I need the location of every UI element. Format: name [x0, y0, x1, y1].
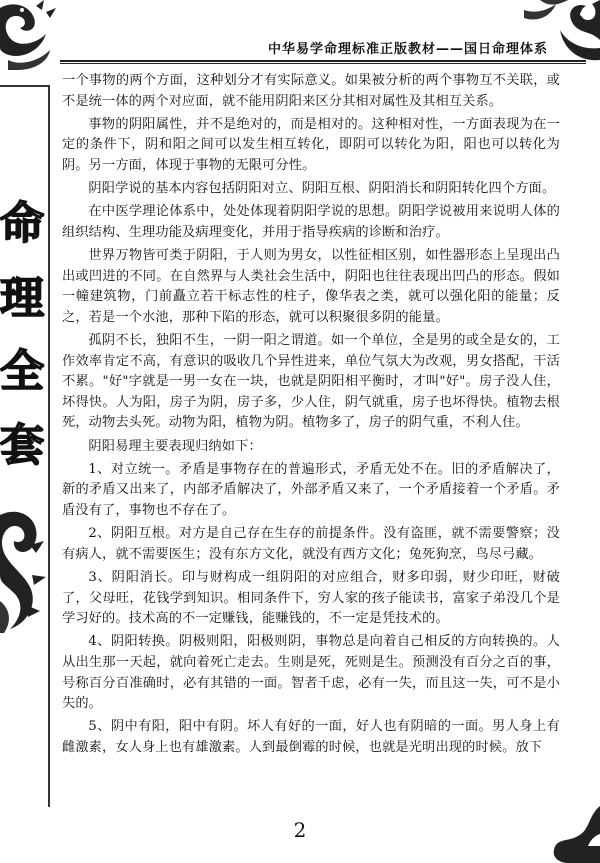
side-title-char: 理: [0, 273, 44, 324]
paragraph: 一个事物的两个方面，这种划分才有实际意义。如果被分析的两个事物互不关联，或不是统一体的两个对应面，就不能用阴阳来区分其相对属性及其相互关系。: [62, 73, 560, 109]
list-item-paragraph: 4、阴阳转换。阴极则阳，阳极则阴，事物总是向着自己相反的方向转换的。人从出生那一天起，就向着死亡走去。生则是死，死则是生。预测没有百分之百的事，号称百分百准确时，必有其错的一面。智者千虑，必有一失，而且这一失，可不是小失的。: [62, 634, 560, 712]
header-rule-thin: [60, 63, 586, 64]
body-text: [62, 71, 560, 761]
running-header-title: 中华易学命理标准正版教材——国日命理体系: [267, 42, 548, 57]
dragon-side-ornament: [0, 505, 48, 635]
list-item-paragraph: 3、阴阳消长。印与财构成一组阴阳的对应组合，财多印弱，财少印旺，财破了，父母旺，花钱学到知识。相同条件下，穷人家的孩子能读书，富家子弟没几个是学习好的。技术高的不一定赚钱，能赚钱的，不一定是凭技术的。: [62, 570, 560, 627]
dragon-corner-ornament-top-left: [0, 0, 62, 70]
header-rule: [60, 60, 586, 62]
paragraph: 阴阳学说的基本内容包括阴阳对立、阴阳互根、阴阳消长和阴阳转化四个方面。: [88, 181, 556, 197]
paragraph: 事物的阴阳属性，并不是绝对的，而是相对的。这种相对性，一方面表现为在一定的条件下，阴和阳之间可以发生相互转化，即阴可以转化为阳，阳也可以转化为阴。另一方面，体现于事物的无限可分性。: [62, 116, 560, 173]
side-title-char: 全: [0, 346, 44, 397]
page-number: 2: [293, 818, 307, 842]
paragraph: 在中医学理论体系中，处处体现着阴阳学说的思想。阴阳学说被用来说明人体的组织结构、生理功能及病理变化，并用于指导疾病的诊断和治疗。: [62, 204, 560, 240]
side-title-char: 命: [0, 198, 44, 249]
paragraph: 世界万物皆可类于阴阳，于人则为男女，以性征相区别，如性器形态上呈现出凸出或凹进的不同。在自然界与人类社会生活中，阴阳也往往表现出凹凸的形态。假如一幢建筑物，门前矗立若干标志性的柱子，像华表之类，就可以强化阳的能量；反之，若是一个水池，那种下陷的形态，就可以积聚很多阴的能量。: [62, 248, 560, 325]
side-title-band: [0, 85, 50, 807]
paragraph: 阴阳易理主要表现归纳如下：: [88, 438, 262, 454]
paragraph: 孤阴不长，独阳不生，一阴一阳之谓道。如一个单位，全是男的或全是女的，工作效率肯定不高，有意识的吸收几个异性进来，单位气氛大为改观，男女搭配，干活不累。"好"字就是一男一女在一块，也就是阴阳相平衡时，才叫"好"。房子没人住，坏得快。人为阳，房子为阴，房子多，少人住，阴气就重，房子也坏得快。植物去根死，动物去头死。动物为阳，植物为阴。植物多了，房子的阴气重，不利人住。: [62, 333, 560, 431]
list-item-paragraph: 2、阴阳互根。对方是自己存在生存的前提条件。没有盗匪，就不需要警察；没有病人，就不需要医生；没有东方文化，就没有西方文化；兔死狗烹，鸟尽弓藏。: [62, 526, 560, 562]
list-item-paragraph: 5、阴中有阳，阳中有阴。坏人有好的一面，好人也有阴暗的一面。男人身上有雌激素，女人身上也有雄激素。人到最倒霉的时候，也就是光明出现的时候。放下: [62, 719, 560, 755]
side-title-char: 套: [0, 420, 44, 471]
list-item-paragraph: 1、对立统一。矛盾是事物存在的普遍形式，矛盾无处不在。旧的矛盾解决了，新的矛盾又出来了，内部矛盾解决了，外部矛盾又来了，一个矛盾接着一个矛盾。矛盾没有了，事物也不存在了。: [62, 461, 560, 519]
